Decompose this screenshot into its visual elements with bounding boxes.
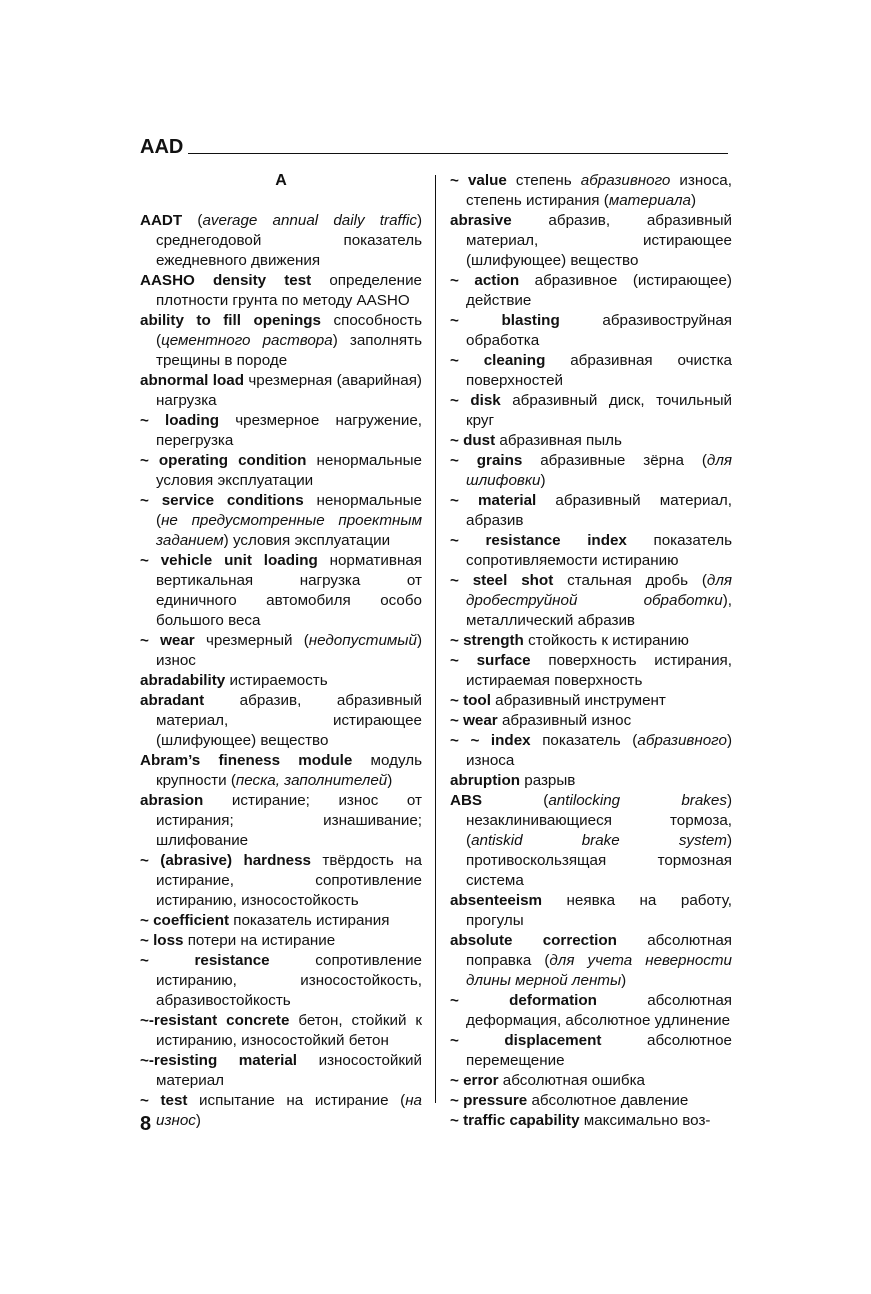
entry-definition: (antilocking brakes) незаклинивающиеся тормоза, (antiskid brake system) противоскользящая тормозная система bbox=[466, 792, 732, 889]
dictionary-entry bbox=[450, 491, 732, 531]
entry-headword: ~ test bbox=[140, 1092, 188, 1109]
dictionary-entry bbox=[450, 271, 732, 311]
entry-definition: абразивная пыль bbox=[495, 432, 622, 449]
dictionary-entry bbox=[140, 271, 422, 311]
entry-definition: чрезмерный (недопустимый) износ bbox=[156, 632, 422, 669]
entry-headword: ABS bbox=[450, 792, 483, 809]
entry-headword: ~ material bbox=[450, 492, 537, 509]
entry-headword: ~ (abrasive) hardness bbox=[140, 852, 311, 869]
entry-headword: ability to fill openings bbox=[140, 312, 321, 329]
entry-definition: неявка на работу, прогулы bbox=[466, 892, 732, 929]
dictionary-entry bbox=[450, 451, 732, 491]
entry-definition: абсолютная ошибка bbox=[498, 1072, 646, 1089]
left-entries bbox=[140, 211, 422, 1131]
entry-definition: степень абразивного износа, степень истирания (материала) bbox=[466, 172, 732, 209]
entry-headword: ~ resistance index bbox=[450, 532, 627, 549]
dictionary-entry bbox=[450, 1071, 732, 1091]
entry-definition: стойкость к истиранию bbox=[523, 632, 689, 649]
page-number: 8 bbox=[140, 1113, 152, 1135]
entry-definition: абсолютная деформация, абсолютное удлинение bbox=[466, 992, 732, 1029]
dictionary-entry bbox=[140, 311, 422, 371]
entry-headword: abrasive bbox=[450, 212, 512, 229]
entry-definition: истирание; износ от истирания; изнашивание; шлифование bbox=[156, 792, 422, 849]
entry-headword: absolute correction bbox=[450, 932, 617, 949]
entry-headword: abrasion bbox=[140, 792, 204, 809]
entry-definition: ненормальные (не предусмотренные проектным заданием) условия эксплуатации bbox=[156, 492, 423, 549]
entry-headword: AADT bbox=[140, 212, 183, 229]
entry-definition: бетон, стойкий к истиранию, износостойкий бетон bbox=[156, 1012, 422, 1049]
dictionary-entry bbox=[450, 531, 732, 571]
entry-headword: ~ grains bbox=[450, 452, 523, 469]
entry-definition: модуль крупности (песка, заполнителей) bbox=[156, 752, 422, 789]
dictionary-entry bbox=[140, 671, 422, 691]
entry-headword: ~ dust bbox=[450, 432, 496, 449]
entry-definition: показатель (абразивного) износа bbox=[466, 732, 732, 769]
dictionary-entry bbox=[140, 1091, 422, 1131]
dictionary-entry bbox=[140, 1011, 422, 1051]
dictionary-entry bbox=[450, 1091, 732, 1111]
entry-definition: твёрдость на истирание, сопротивление истиранию, износостойкость bbox=[156, 852, 422, 909]
entry-headword: ~ wear bbox=[450, 712, 498, 729]
entry-headword: abradability bbox=[140, 672, 226, 689]
dictionary-entry bbox=[450, 691, 732, 711]
entry-definition: чрезмерное нагружение, перегрузка bbox=[156, 412, 422, 449]
entry-definition: способность (цементного раствора) заполнять трещины в породе bbox=[156, 312, 422, 369]
entry-definition: абсолютное давление bbox=[527, 1092, 689, 1109]
entry-definition: поверхность истирания, истираемая поверхность bbox=[466, 652, 732, 689]
dictionary-entry bbox=[140, 691, 422, 751]
entry-definition: испытание на истирание (на износ) bbox=[156, 1092, 422, 1129]
entry-headword: abradant bbox=[140, 692, 205, 709]
entry-headword: ~ wear bbox=[140, 632, 195, 649]
dictionary-entry bbox=[140, 411, 422, 451]
entry-definition: абразив, абразивный материал, истирающее (шлифующее) вещество bbox=[156, 692, 422, 749]
entry-definition: максимально воз- bbox=[579, 1112, 711, 1129]
entry-headword: ~ loading bbox=[140, 412, 220, 429]
entry-definition: абразивное (истирающее) действие bbox=[466, 272, 732, 309]
entry-definition: стальная дробь (для дробеструйной обработки), металлический абразив bbox=[466, 572, 732, 629]
entry-headword: ~ loss bbox=[140, 932, 184, 949]
entry-definition: абразивный материал, абразив bbox=[466, 492, 732, 529]
entry-headword: ~ service conditions bbox=[140, 492, 304, 509]
entry-headword: Abram’s fineness module bbox=[140, 752, 353, 769]
entry-definition: абразивный износ bbox=[497, 712, 632, 729]
entry-headword: ~ pressure bbox=[450, 1092, 528, 1109]
entry-headword: ~ action bbox=[450, 272, 520, 289]
dictionary-entry bbox=[450, 991, 732, 1031]
entry-definition: потери на истирание bbox=[183, 932, 336, 949]
entry-headword: ~ strength bbox=[450, 632, 524, 649]
dictionary-entry bbox=[140, 211, 422, 271]
entry-headword: ~ tool bbox=[450, 692, 491, 709]
entry-definition: (average annual daily traffic) среднегодовой показатель ежедневного движения bbox=[156, 212, 422, 269]
entry-definition: износостойкий материал bbox=[156, 1052, 422, 1089]
dictionary-entry bbox=[140, 551, 422, 631]
dictionary-entry bbox=[140, 371, 422, 411]
entry-headword: ~ cleaning bbox=[450, 352, 546, 369]
dictionary-entry bbox=[450, 351, 732, 391]
entry-headword: abruption bbox=[450, 772, 521, 789]
entry-headword: ~ value bbox=[450, 172, 507, 189]
entry-headword: ~ displacement bbox=[450, 1032, 602, 1049]
dictionary-entry bbox=[140, 751, 422, 791]
entry-headword: ~ operating condition bbox=[140, 452, 307, 469]
dictionary-entry bbox=[450, 571, 732, 631]
dictionary-entry bbox=[140, 931, 422, 951]
entry-headword: ~ ~ index bbox=[450, 732, 531, 749]
entry-definition: абразивная очистка поверхностей bbox=[466, 352, 732, 389]
dictionary-entry bbox=[450, 731, 732, 771]
header-rule bbox=[188, 153, 728, 154]
entry-definition: показатель сопротивляемости истиранию bbox=[466, 532, 732, 569]
entry-headword: abnormal load bbox=[140, 372, 244, 389]
dictionary-entry bbox=[450, 391, 732, 431]
entry-headword: ~ disk bbox=[450, 392, 501, 409]
entry-definition: абсолютная поправка (для учета неверности длины мерной ленты) bbox=[466, 932, 732, 989]
dictionary-entry bbox=[450, 311, 732, 351]
entry-definition: нормативная вертикальная нагрузка от единичного автомобиля особо большого веса bbox=[156, 552, 422, 629]
entry-headword: ~ steel shot bbox=[450, 572, 554, 589]
entry-definition: истираемость bbox=[225, 672, 328, 689]
entry-headword: ~ traffic capability bbox=[450, 1112, 580, 1129]
entry-definition: абразивоструйная обработка bbox=[466, 312, 732, 349]
right-column bbox=[450, 171, 732, 1131]
entry-definition: чрезмерная (аварийная) нагрузка bbox=[156, 372, 422, 409]
entry-headword: AASHO density test bbox=[140, 272, 312, 289]
dictionary-entry bbox=[140, 951, 422, 1011]
dictionary-entry bbox=[140, 791, 422, 851]
section-letter: A bbox=[275, 172, 287, 189]
dictionary-entry bbox=[450, 651, 732, 691]
entry-definition: сопротивление истиранию, износостойкость, абразивостойкость bbox=[156, 952, 423, 1009]
entry-definition: абразивные зёрна (для шлифовки) bbox=[466, 452, 732, 489]
dictionary-entry bbox=[140, 1051, 422, 1091]
right-entries bbox=[450, 171, 732, 1131]
dictionary-entry bbox=[450, 791, 732, 891]
dictionary-entry bbox=[140, 491, 422, 551]
left-column bbox=[140, 171, 422, 1131]
entry-headword: ~-resisting material bbox=[140, 1052, 298, 1069]
entry-definition: абразивный диск, точильный круг bbox=[466, 392, 732, 429]
column-divider bbox=[435, 175, 436, 1103]
dictionary-entry bbox=[450, 931, 732, 991]
dictionary-entry bbox=[450, 1111, 732, 1131]
entry-definition: абсолютное перемещение bbox=[466, 1032, 732, 1069]
entry-definition: определение плотности грунта по методу AASHO bbox=[156, 272, 422, 309]
running-headword: AAD bbox=[140, 136, 184, 158]
entry-headword: ~ resistance bbox=[140, 952, 270, 969]
dictionary-entry bbox=[450, 1031, 732, 1071]
dictionary-entry bbox=[140, 451, 422, 491]
dictionary-entry bbox=[140, 911, 422, 931]
dictionary-entry bbox=[140, 631, 422, 671]
entry-headword: absenteeism bbox=[450, 892, 543, 909]
entry-headword: ~ blasting bbox=[450, 312, 560, 329]
entry-headword: ~ deformation bbox=[450, 992, 597, 1009]
entry-headword: ~ coefficient bbox=[140, 912, 230, 929]
dictionary-entry bbox=[450, 631, 732, 651]
dictionary-entry bbox=[450, 211, 732, 271]
entry-definition: разрыв bbox=[520, 772, 576, 789]
entry-definition: ненормальные условия эксплуатации bbox=[156, 452, 423, 489]
entry-headword: ~ error bbox=[450, 1072, 499, 1089]
entry-definition: абразив, абразивный материал, истирающее (шлифующее) вещество bbox=[466, 212, 732, 269]
dictionary-entry bbox=[450, 711, 732, 731]
entry-headword: ~ surface bbox=[450, 652, 531, 669]
entry-definition: абразивный инструмент bbox=[490, 692, 666, 709]
entry-definition: показатель истирания bbox=[229, 912, 390, 929]
dictionary-entry bbox=[450, 431, 732, 451]
dictionary-entry bbox=[450, 891, 732, 931]
entry-headword: ~ vehicle unit loading bbox=[140, 552, 318, 569]
entry-headword: ~-resistant concrete bbox=[140, 1012, 290, 1029]
page-header bbox=[140, 136, 728, 158]
dictionary-entry bbox=[450, 771, 732, 791]
dictionary-entry bbox=[450, 171, 732, 211]
dictionary-entry bbox=[140, 851, 422, 911]
